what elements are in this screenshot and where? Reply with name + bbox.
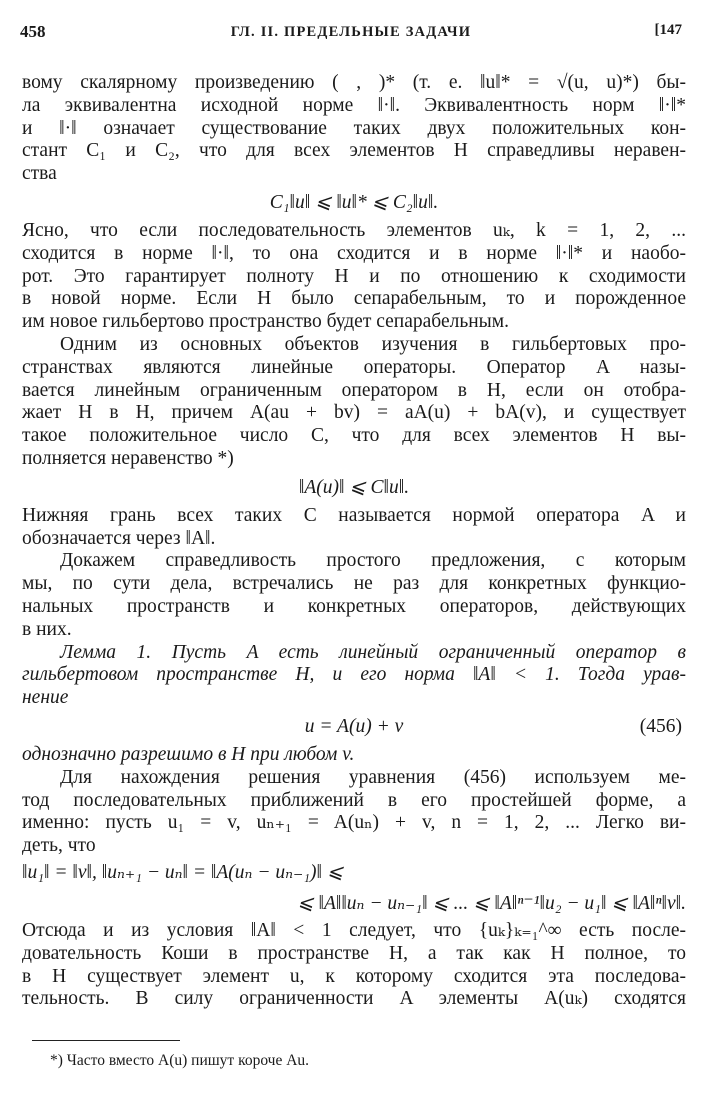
text-line: обозначается через ‖A‖. bbox=[22, 527, 216, 549]
text-line: сходится в норме ‖·‖, то она сходится и в норме ‖·‖* и наобо- bbox=[22, 242, 686, 264]
equation-expression: u = A(u) + v bbox=[304, 715, 404, 737]
formula-operator-bound: ‖A(u)‖ ⩽ C‖u‖. bbox=[298, 476, 410, 498]
text-line: стант C₁ и C₂, что для всех элементов H справедливы неравен- bbox=[22, 140, 686, 162]
text-line: мы, по сути дела, встречались не раз для конкретных функцио- bbox=[22, 573, 686, 595]
inequality-chain-line-1: ‖u₁‖ = ‖v‖, ‖uₙ₊₁ − uₙ‖ = ‖A(uₙ − uₙ₋₁)‖ ⩽ bbox=[22, 861, 344, 883]
text-line: довательность Коши в пространстве H, а так как H полное, то bbox=[22, 942, 686, 964]
text-line: Докажем справедливость простого предложения, с которым bbox=[60, 550, 686, 572]
footnote-rule bbox=[32, 1040, 180, 1041]
formula-norm-inequality: C₁‖u‖ ⩽ ‖u‖* ⩽ C₂‖u‖. bbox=[269, 191, 439, 213]
text-line: вому скалярному произведению ( , )* (т. е. ‖u‖* = √(u, u)*) бы- bbox=[22, 72, 686, 93]
text-line: рот. Это гарантирует полноту H и по отношению к сходимости bbox=[22, 265, 686, 287]
inequality-chain-line-2: ⩽ ‖A‖‖uₙ − uₙ₋₁‖ ⩽ ... ⩽ ‖A‖ⁿ⁻¹‖u₂ − u₁‖ ⩽ ‖A‖ⁿ‖v‖. bbox=[297, 892, 686, 914]
text-line: гильбертовом пространстве H, и его норма ‖A‖ < 1. Тогда урав- bbox=[22, 664, 686, 686]
text-line: ла эквивалентна исходной норме ‖·‖. Эквивалентность норм ‖·‖* bbox=[22, 94, 686, 116]
text-line: ства bbox=[22, 163, 57, 185]
text-line: полняется неравенство *) bbox=[22, 447, 234, 469]
page-header bbox=[20, 22, 682, 48]
section-mark: [147 bbox=[654, 22, 682, 38]
text-line: и ‖·‖ означает существование таких двух положительных кон- bbox=[22, 117, 686, 139]
text-line: Для нахождения решения уравнения (456) используем ме- bbox=[60, 766, 686, 788]
text-line: жает H в H, причем A(au + bv) = aA(u) + bA(v), и существует bbox=[22, 402, 686, 424]
equation-number: (456) bbox=[639, 715, 682, 737]
text-line: странствах являются линейные операторы. Оператор A назы- bbox=[22, 356, 686, 378]
text-line: деть, что bbox=[22, 835, 96, 857]
footnote: *) Часто вместо A(u) пишут короче Au. bbox=[50, 1052, 310, 1069]
text-line: Ясно, что если последовательность элементов uₖ, k = 1, 2, ... bbox=[22, 219, 686, 241]
text-line: вается линейным ограниченным оператором в H, если он отобра- bbox=[22, 379, 686, 401]
text-line: нение bbox=[22, 687, 69, 709]
text-line: в новой норме. Если H было сепарабельным, то и порожденное bbox=[22, 288, 686, 310]
paragraph-successive-approximations bbox=[22, 767, 686, 858]
lemma-statement bbox=[22, 642, 686, 710]
page-body bbox=[22, 72, 686, 1011]
text-line: Лемма 1. Пусть A есть линейный ограниченный оператор в bbox=[60, 641, 686, 663]
text-line: Нижняя грань всех таких C называется нормой оператора A и bbox=[22, 504, 686, 526]
paragraph-convergence bbox=[22, 220, 686, 334]
paragraph-norm-equivalence bbox=[22, 72, 686, 186]
lemma-conclusion: однозначно разрешимо в H при любом v. bbox=[22, 743, 355, 765]
paragraph-operator-norm bbox=[22, 505, 686, 551]
page-number: 458 bbox=[20, 22, 46, 41]
text-line: нальных пространств и конкретных операторов, действующих bbox=[22, 595, 686, 617]
text-line: тельность. В силу ограниченности A элементы A(uₖ) сходятся bbox=[22, 988, 686, 1010]
text-line: им новое гильбертово пространство будет сепарабельным. bbox=[22, 311, 509, 333]
running-head: ГЛ. II. ПРЕДЕЛЬНЫЕ ЗАДАЧИ bbox=[230, 24, 472, 40]
paragraph-proposition bbox=[22, 550, 686, 641]
text-line: в H существует элемент u, к которому сходится эта последова- bbox=[22, 965, 686, 987]
text-line: именно: пусть u₁ = v, uₙ₊₁ = A(uₙ) + v, n = 1, 2, ... Легко ви- bbox=[22, 812, 686, 834]
text-line: Одним из основных объектов изучения в гильбертовых про- bbox=[60, 333, 686, 355]
paragraph-linear-operators bbox=[22, 334, 686, 471]
text-line: в них. bbox=[22, 618, 72, 640]
text-line: такое положительное число C, что для всех элементов H вы- bbox=[22, 425, 686, 447]
text-line: тод последовательных приближений в его простейшей форме, а bbox=[22, 789, 686, 811]
text-line: Отсюда и из условия ‖A‖ < 1 следует, что {uₖ}ₖ₌₁^∞ есть после- bbox=[22, 919, 686, 941]
equation-456 bbox=[22, 710, 686, 744]
paragraph-cauchy-sequence bbox=[22, 920, 686, 1011]
